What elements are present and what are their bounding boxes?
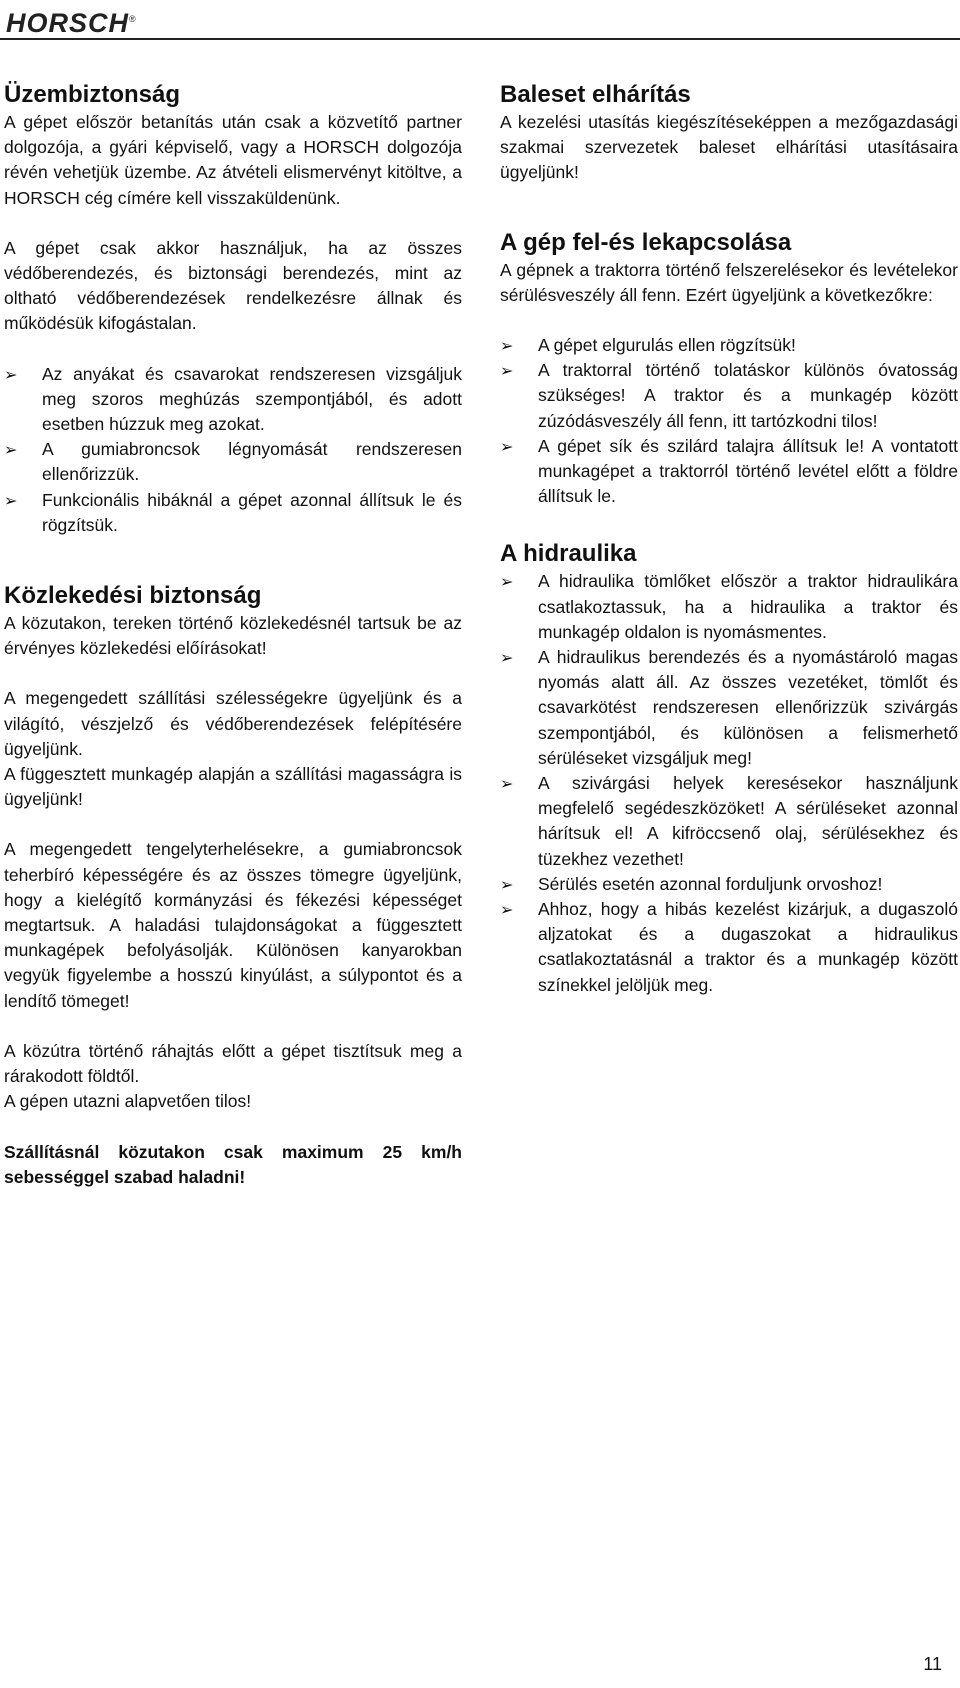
list-item-text: Sérülés esetén azonnal forduljunk orvoshoz! bbox=[538, 873, 883, 894]
list-item-text: A szivárgási helyek keresésekor használjunk megfelelő segédeszközöket! A sérüléseket azonnal hárítsuk el! A kifröccsenő olaj, sérülésekhez és tüzekhez vezethet! bbox=[538, 773, 958, 869]
list-item bbox=[500, 872, 958, 897]
paragraph: A gépet csak akkor használjuk, ha az összes védőberendezés, és biztonsági berendezés, mint az oltható védőberendezések rendelkezésre állnak és működésük kifogástalan. bbox=[4, 237, 462, 334]
arrow-bullet-icon: ➢ bbox=[500, 774, 514, 794]
arrow-bullet-icon: ➢ bbox=[500, 572, 514, 592]
paragraph: A megengedett szállítási szélességekre ügyeljünk és a világító, vészjelző és védőberendezések felépítésére ügyeljünk. bbox=[4, 688, 462, 759]
paragraph: A közutakon, tereken történő közlekedésnél tartsuk be az érvényes közlekedési előírásokat! bbox=[4, 613, 462, 659]
list-item bbox=[500, 434, 958, 510]
right-column bbox=[500, 80, 958, 998]
bullet-list bbox=[500, 569, 958, 997]
arrow-bullet-icon: ➢ bbox=[500, 900, 514, 920]
list-item-text: Az anyákat és csavarokat rendszeresen vizsgáljuk meg szoros meghúzás szempontjából, és adott esetben húzzuk meg azokat. bbox=[42, 363, 462, 435]
header-rule bbox=[0, 38, 960, 40]
paragraph: A gépet először betanítás után csak a közvetítő partner dolgozója, a gyári képviselő, vagy a HORSCH dolgozója révén vehetjük üzembe. Az átvételi elismervényt kitöltve, a HORSCH cég címére kell visszaküldenünk. bbox=[4, 112, 462, 208]
logo-text: HORSCH bbox=[6, 8, 130, 38]
arrow-bullet-icon: ➢ bbox=[4, 440, 18, 460]
arrow-bullet-icon: ➢ bbox=[500, 436, 514, 456]
registered-mark: ® bbox=[129, 14, 137, 24]
arrow-bullet-icon: ➢ bbox=[500, 336, 514, 356]
page-number: 11 bbox=[923, 1654, 942, 1674]
arrow-bullet-icon: ➢ bbox=[4, 364, 18, 384]
list-item bbox=[4, 488, 462, 538]
left-column bbox=[4, 80, 462, 1190]
section-title-a-hidraulika: A hidraulika bbox=[500, 540, 637, 568]
bold-warning: Szállításnál közutakon csak maximum 25 km/h sebességgel szabad haladni! bbox=[4, 1141, 462, 1187]
list-item-text: A gépet elgurulás ellen rögzítsük! bbox=[538, 335, 796, 356]
list-item-text: A gépet sík és szilárd talajra állítsuk le! A vontatott munkagépet a traktorról történő levétel előtt a földre állítsuk le. bbox=[538, 435, 958, 507]
section-title-uzembiztonsag: Üzembiztonság bbox=[4, 81, 181, 108]
list-item bbox=[500, 771, 958, 872]
arrow-bullet-icon: ➢ bbox=[500, 361, 514, 381]
list-item-text: Funkcionális hibáknál a gépet azonnal állítsuk le és rögzítsük. bbox=[42, 489, 462, 535]
section-title-gep-fel-es-lekapcsolasa: A gép fel-és lekapcsolása bbox=[500, 228, 792, 256]
list-item-text: A hidraulikus berendezés és a nyomástároló magas nyomás alatt áll. Az összes vezetéket, tömlőt és csavarkötést rendszeresen ellenőrizzük szivárgás szempontjából, és különösen a felismerhető sérüléseket vizsgáljuk meg! bbox=[538, 647, 958, 768]
paragraph: A függesztett munkagép alapján a szállítási magasságra is ügyeljünk! bbox=[4, 764, 462, 810]
list-item-text: A hidraulika tömlőket először a traktor hidraulikára csatlakoztassuk, ha a hidraulika a traktor és munkagép oldalon is nyomásmentes. bbox=[538, 571, 958, 642]
list-item bbox=[500, 897, 958, 998]
list-item bbox=[500, 333, 958, 358]
list-item bbox=[500, 645, 958, 771]
arrow-bullet-icon: ➢ bbox=[500, 648, 514, 668]
list-item bbox=[500, 569, 958, 645]
paragraph: A megengedett tengelyterhelésekre, a gumiabroncsok teherbíró képességére és az összes tömegre ügyeljünk, hogy a kielégítő kormányzási és fékezési képességet megtartsuk. A haladási tulajdonságokat a függesztett munkagépek befolyásolják. Különösen kanyarokban vegyük figyelembe a hosszú kinyúlást, a súlypontot és a lendítő tömeget! bbox=[4, 839, 462, 1011]
section-title-baleset-elharitas: Baleset elhárítás bbox=[500, 81, 691, 108]
arrow-bullet-icon: ➢ bbox=[4, 490, 18, 510]
list-item-text: A gumiabroncsok légnyomását rendszeresen ellenőrizzük. bbox=[42, 439, 462, 485]
bullet-list bbox=[4, 362, 462, 538]
paragraph: A gépnek a traktorra történő felszerelésekor és levételekor sérülésveszély áll fenn. Ezért ügyeljünk a következőkre: bbox=[500, 259, 958, 305]
section-title-kozlekedesi-biztonsag: Közlekedési biztonság bbox=[4, 582, 262, 610]
list-item bbox=[4, 362, 462, 438]
bullet-list bbox=[500, 333, 958, 509]
horsch-logo bbox=[6, 4, 137, 38]
paragraph: A kezelési utasítás kiegészítéseképpen a mezőgazdasági szakmai szervezetek baleset elhárítási utasításaira ügyeljünk! bbox=[500, 112, 958, 183]
list-item-text: Ahhoz, hogy a hibás kezelést kizárjuk, a dugaszoló aljzatokat és a dugaszokat a hidraulikus csatlakoztatásnál a traktor és a munkagép között színekkel jelöljük meg. bbox=[538, 899, 958, 995]
list-item bbox=[4, 437, 462, 487]
paragraph: A közútra történő ráhajtás előtt a gépet tisztítsuk meg a rárakodott földtől. bbox=[4, 1040, 462, 1087]
paragraph: A gépen utazni alapvetően tilos! bbox=[4, 1091, 252, 1112]
list-item-text: A traktorral történő tolatáskor különös óvatosság szükséges! A traktor és a munkagép között zúzódásveszély áll fenn, itt tartózkodni tilos! bbox=[538, 360, 958, 431]
list-item bbox=[500, 358, 958, 434]
arrow-bullet-icon: ➢ bbox=[500, 874, 514, 894]
